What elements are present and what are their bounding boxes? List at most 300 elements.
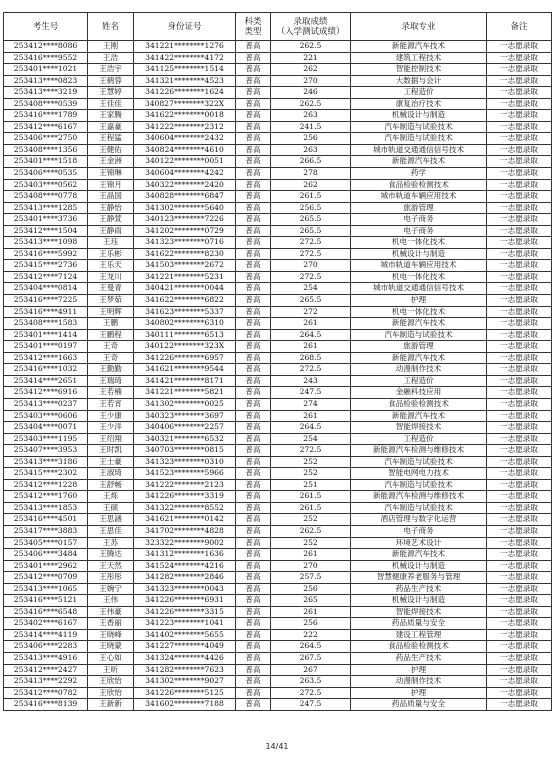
cell-category: 普高	[236, 75, 271, 87]
cell-category: 普高	[236, 237, 271, 249]
cell-category: 普高	[236, 121, 271, 133]
cell-id-card: 341623********5337	[134, 306, 236, 318]
cell-major: 电子商务	[351, 525, 487, 537]
cell-name: 王梦茹	[88, 295, 134, 307]
cell-category: 普高	[236, 271, 271, 283]
cell-category: 普高	[236, 168, 271, 180]
cell-major: 机械设计与制造	[351, 110, 487, 122]
cell-category: 普高	[236, 41, 271, 53]
cell-score: 251	[271, 479, 351, 491]
cell-score: 265.5	[271, 295, 351, 307]
cell-major: 建设工程管理	[351, 629, 487, 641]
cell-category: 普高	[236, 398, 271, 410]
cell-major: 建筑工程技术	[351, 52, 487, 64]
table-row	[4, 191, 552, 203]
cell-exam-id: 253408****1356	[4, 144, 88, 156]
table-row	[4, 260, 552, 272]
cell-exam-id: 253416****5992	[4, 248, 88, 260]
cell-remark: 一志愿录取	[487, 191, 552, 203]
cell-major: 金融科技应用	[351, 387, 487, 399]
cell-score: 246	[271, 87, 351, 99]
table-row	[4, 98, 552, 110]
cell-major: 环境艺术设计	[351, 537, 487, 549]
cell-id-card: 341312********1636	[134, 549, 236, 561]
table-row	[4, 341, 552, 353]
cell-remark: 一志愿录取	[487, 64, 552, 76]
cell-name: 王少康	[88, 410, 134, 422]
cell-category: 普高	[236, 387, 271, 399]
table-body	[4, 41, 552, 711]
cell-category: 普高	[236, 583, 271, 595]
cell-major: 汽车制造与试验技术	[351, 329, 487, 341]
table-row	[4, 618, 552, 630]
cell-exam-id: 253414****2651	[4, 375, 88, 387]
table-row	[4, 687, 552, 699]
cell-exam-id: 253412****0709	[4, 572, 88, 584]
cell-exam-id: 253412****1663	[4, 352, 88, 364]
cell-category: 普高	[236, 306, 271, 318]
cell-major: 机电一体化技术	[351, 271, 487, 283]
cell-id-card: 341321********4523	[134, 75, 236, 87]
cell-major: 酒店管理与数字化运营	[351, 514, 487, 526]
cell-id-card: 341322********8552	[134, 502, 236, 514]
cell-score: 261	[271, 606, 351, 618]
table-row	[4, 295, 552, 307]
cell-id-card: 341323********0310	[134, 456, 236, 468]
cell-remark: 一志愿录取	[487, 433, 552, 445]
cell-id-card: 340604********2432	[134, 133, 236, 145]
cell-remark: 一志愿录取	[487, 133, 552, 145]
cell-score: 247.5	[271, 699, 351, 711]
cell-score: 278	[271, 168, 351, 180]
cell-score: 261	[271, 341, 351, 353]
table-row	[4, 64, 552, 76]
cell-name: 王锦月	[88, 179, 134, 191]
cell-score: 256	[271, 133, 351, 145]
cell-id-card: 341323********0043	[134, 583, 236, 595]
cell-score: 256	[271, 618, 351, 630]
cell-major: 机电一体化技术	[351, 237, 487, 249]
table-row	[4, 572, 552, 584]
cell-id-card: 341421********8171	[134, 375, 236, 387]
cell-name: 王龙川	[88, 271, 134, 283]
table-row	[4, 133, 552, 145]
cell-major: 智能控制技术	[351, 64, 487, 76]
cell-category: 普高	[236, 202, 271, 214]
cell-score: 243	[271, 375, 351, 387]
cell-remark: 一志愿录取	[487, 52, 552, 64]
cell-id-card: 323322********9002	[134, 537, 236, 549]
cell-exam-id: 253416****4501	[4, 514, 88, 526]
cell-major: 药品生产技术	[351, 652, 487, 664]
cell-category: 普高	[236, 64, 271, 76]
cell-exam-id: 253403****0606	[4, 410, 88, 422]
cell-exam-id: 253412****6916	[4, 387, 88, 399]
cell-id-card: 341202********0729	[134, 225, 236, 237]
cell-name: 王思佳	[88, 525, 134, 537]
cell-major: 动漫制作技术	[351, 364, 487, 376]
cell-name: 王欣怡	[88, 687, 134, 699]
cell-name: 王晓蒙	[88, 641, 134, 653]
cell-remark: 一志愿录取	[487, 445, 552, 457]
cell-name: 王慧婷	[88, 87, 134, 99]
cell-score: 272.5	[271, 237, 351, 249]
cell-score: 266.5	[271, 156, 351, 168]
cell-remark: 一志愿录取	[487, 699, 552, 711]
cell-major: 城市轨道车辆应用技术	[351, 191, 487, 203]
cell-exam-id: 253403****1195	[4, 433, 88, 445]
cell-remark: 一志愿录取	[487, 260, 552, 272]
cell-id-card: 340802********6310	[134, 318, 236, 330]
cell-score: 270	[271, 560, 351, 572]
cell-id-card: 341222********2123	[134, 479, 236, 491]
cell-category: 普高	[236, 629, 271, 641]
cell-score: 267	[271, 664, 351, 676]
table-row	[4, 156, 552, 168]
cell-remark: 一志愿录取	[487, 676, 552, 688]
cell-major: 食品检验检测技术	[351, 398, 487, 410]
table-row	[4, 456, 552, 468]
cell-id-card: 341622********0018	[134, 110, 236, 122]
cell-name: 王伟豪	[88, 606, 134, 618]
cell-score: 252	[271, 468, 351, 480]
admission-table	[3, 12, 552, 711]
cell-category: 普高	[236, 479, 271, 491]
cell-exam-id: 253412****1760	[4, 491, 88, 503]
cell-exam-id: 253401****1021	[4, 64, 88, 76]
cell-major: 康复治疗技术	[351, 98, 487, 110]
cell-major: 汽车制造与试验技术	[351, 121, 487, 133]
cell-remark: 一志愿录取	[487, 295, 552, 307]
header-remark: 备注	[487, 13, 552, 41]
cell-name: 王士豪	[88, 456, 134, 468]
cell-major: 工程造价	[351, 87, 487, 99]
table-row	[4, 168, 552, 180]
cell-score: 272.5	[271, 364, 351, 376]
cell-id-card: 341621********9544	[134, 364, 236, 376]
page-number: 14/41	[265, 742, 289, 751]
cell-score: 268.5	[271, 352, 351, 364]
cell-score: 261.5	[271, 491, 351, 503]
cell-category: 普高	[236, 329, 271, 341]
cell-exam-id: 253408****0778	[4, 191, 88, 203]
cell-exam-id: 253401****1518	[4, 156, 88, 168]
header-exam-id: 考生号	[4, 13, 88, 41]
cell-id-card: 340321********6532	[134, 433, 236, 445]
cell-exam-id: 253408****1583	[4, 318, 88, 330]
header-row	[4, 13, 552, 41]
cell-exam-id: 253413****1285	[4, 202, 88, 214]
table-row	[4, 87, 552, 99]
cell-category: 普高	[236, 225, 271, 237]
cell-category: 普高	[236, 641, 271, 653]
cell-exam-id: 253401****1414	[4, 329, 88, 341]
table-row	[4, 318, 552, 330]
cell-name: 王若宵	[88, 398, 134, 410]
cell-name: 王晶国	[88, 191, 134, 203]
table-row	[4, 202, 552, 214]
cell-major: 智能焊接技术	[351, 606, 487, 618]
cell-exam-id: 253413****1098	[4, 237, 88, 249]
table-row	[4, 225, 552, 237]
cell-score: 263	[271, 144, 351, 156]
cell-id-card: 341524********4216	[134, 560, 236, 572]
cell-name: 王曼青	[88, 283, 134, 295]
cell-remark: 一志愿录取	[487, 410, 552, 422]
cell-name: 王程猛	[88, 133, 134, 145]
table-row	[4, 606, 552, 618]
cell-name: 王婉宁	[88, 583, 134, 595]
cell-id-card: 341602********7188	[134, 699, 236, 711]
cell-id-card: 341523********5966	[134, 468, 236, 480]
cell-remark: 一志愿录取	[487, 514, 552, 526]
cell-name: 王鹏程	[88, 329, 134, 341]
cell-category: 普高	[236, 445, 271, 457]
cell-major: 新能源汽车技术	[351, 318, 487, 330]
cell-id-card: 340827********322X	[134, 98, 236, 110]
cell-remark: 一志愿录取	[487, 583, 552, 595]
cell-id-card: 340122********323X	[134, 341, 236, 353]
cell-id-card: 341282********7623	[134, 664, 236, 676]
table-row	[4, 364, 552, 376]
cell-score: 262	[271, 64, 351, 76]
cell-category: 普高	[236, 87, 271, 99]
cell-major: 新能源汽车技术	[351, 352, 487, 364]
cell-major: 药品生产技术	[351, 583, 487, 595]
cell-remark: 一志愿录取	[487, 560, 552, 572]
cell-exam-id: 253412****8086	[4, 41, 88, 53]
cell-id-card: 341422********4172	[134, 52, 236, 64]
cell-exam-id: 253412****6167	[4, 121, 88, 133]
cell-category: 普高	[236, 664, 271, 676]
table-row	[4, 699, 552, 711]
cell-remark: 一志愿录取	[487, 641, 552, 653]
cell-score: 247.5	[271, 387, 351, 399]
cell-major: 新能源汽车技术	[351, 41, 487, 53]
cell-major: 智能电网电力技术	[351, 468, 487, 480]
cell-category: 普高	[236, 687, 271, 699]
table-row	[4, 52, 552, 64]
cell-category: 普高	[236, 456, 271, 468]
cell-id-card: 341221********1276	[134, 41, 236, 53]
cell-remark: 一志愿录取	[487, 225, 552, 237]
table-row	[4, 676, 552, 688]
cell-category: 普高	[236, 606, 271, 618]
cell-remark: 一志愿录取	[487, 572, 552, 584]
cell-id-card: 341302********5640	[134, 202, 236, 214]
cell-remark: 一志愿录取	[487, 318, 552, 330]
cell-name: 王静雨	[88, 225, 134, 237]
cell-name: 王香丽	[88, 618, 134, 630]
cell-score: 272.5	[271, 271, 351, 283]
cell-score: 270	[271, 260, 351, 272]
cell-id-card: 341226********3319	[134, 491, 236, 503]
cell-score: 254	[271, 283, 351, 295]
cell-exam-id: 253413****3219	[4, 87, 88, 99]
table-row	[4, 595, 552, 607]
cell-score: 262	[271, 179, 351, 191]
cell-score: 261	[271, 549, 351, 561]
table-row	[4, 398, 552, 410]
table-row	[4, 652, 552, 664]
cell-remark: 一志愿录取	[487, 75, 552, 87]
cell-id-card: 341302********9027	[134, 676, 236, 688]
cell-category: 普高	[236, 341, 271, 353]
table-row	[4, 502, 552, 514]
cell-score: 262.5	[271, 98, 351, 110]
cell-exam-id: 253406****3484	[4, 549, 88, 561]
cell-name: 王刚	[88, 41, 134, 53]
cell-major: 工程造价	[351, 375, 487, 387]
table-row	[4, 410, 552, 422]
cell-name: 王彤彤	[88, 572, 134, 584]
cell-id-card: 341222********2312	[134, 121, 236, 133]
table-row	[4, 329, 552, 341]
cell-score: 264.5	[271, 641, 351, 653]
table-row	[4, 306, 552, 318]
cell-id-card: 341302********0025	[134, 398, 236, 410]
cell-remark: 一志愿录取	[487, 364, 552, 376]
cell-exam-id: 253408****0539	[4, 98, 88, 110]
cell-id-card: 340322********2420	[134, 179, 236, 191]
cell-score: 241.5	[271, 121, 351, 133]
cell-remark: 一志愿录取	[487, 618, 552, 630]
cell-id-card: 341221********5231	[134, 271, 236, 283]
cell-major: 动漫制作技术	[351, 676, 487, 688]
cell-exam-id: 253404****0814	[4, 283, 88, 295]
cell-major: 城市轨道交通通信信号技术	[351, 283, 487, 295]
cell-remark: 一志愿录取	[487, 110, 552, 122]
cell-name: 王佳佳	[88, 98, 134, 110]
cell-major: 旅游管理	[351, 341, 487, 353]
cell-name: 王珏	[88, 237, 134, 249]
cell-id-card: 340828********6847	[134, 191, 236, 203]
cell-category: 普高	[236, 156, 271, 168]
cell-exam-id: 253406****0535	[4, 168, 88, 180]
cell-score: 252	[271, 456, 351, 468]
cell-category: 普高	[236, 491, 271, 503]
cell-score: 265.5	[271, 225, 351, 237]
table-header	[4, 13, 552, 41]
cell-name: 王心如	[88, 652, 134, 664]
cell-id-card: 340123********7226	[134, 214, 236, 226]
cell-name: 王健佑	[88, 144, 134, 156]
cell-major: 机械设计与制造	[351, 560, 487, 572]
cell-exam-id: 253402****6167	[4, 618, 88, 630]
cell-id-card: 341226********6957	[134, 352, 236, 364]
cell-category: 普高	[236, 133, 271, 145]
cell-exam-id: 253416****1032	[4, 364, 88, 376]
cell-category: 普高	[236, 468, 271, 480]
cell-score: 272.5	[271, 687, 351, 699]
cell-score: 257.5	[271, 572, 351, 584]
cell-category: 普高	[236, 191, 271, 203]
cell-category: 普高	[236, 352, 271, 364]
cell-remark: 一志愿录取	[487, 352, 552, 364]
cell-major: 汽车制造与试验技术	[351, 456, 487, 468]
table-row	[4, 525, 552, 537]
cell-score: 261	[271, 410, 351, 422]
cell-id-card: 341226********6931	[134, 595, 236, 607]
cell-exam-id: 253416****7225	[4, 295, 88, 307]
cell-id-card: 341282********2846	[134, 572, 236, 584]
cell-id-card: 340604********4242	[134, 168, 236, 180]
cell-remark: 一志愿录取	[487, 502, 552, 514]
cell-remark: 一志愿录取	[487, 121, 552, 133]
cell-name: 王天然	[88, 560, 134, 572]
cell-category: 普高	[236, 98, 271, 110]
cell-category: 普高	[236, 248, 271, 260]
cell-remark: 一志愿录取	[487, 606, 552, 618]
cell-id-card: 341702********4828	[134, 525, 236, 537]
cell-id-card: 341323********0716	[134, 237, 236, 249]
cell-category: 普高	[236, 525, 271, 537]
cell-category: 普高	[236, 699, 271, 711]
cell-major: 旅游管理	[351, 202, 487, 214]
cell-score: 262.5	[271, 525, 351, 537]
table-row	[4, 248, 552, 260]
cell-name: 王鹤蓉	[88, 75, 134, 87]
table-row	[4, 514, 552, 526]
cell-name: 王新新	[88, 699, 134, 711]
cell-major: 机械设计与制造	[351, 595, 487, 607]
cell-remark: 一志愿录取	[487, 179, 552, 191]
cell-score: 263	[271, 110, 351, 122]
cell-score: 252	[271, 514, 351, 526]
cell-remark: 一志愿录取	[487, 283, 552, 295]
cell-category: 普高	[236, 595, 271, 607]
cell-remark: 一志愿录取	[487, 468, 552, 480]
cell-id-card: 341125********1514	[134, 64, 236, 76]
cell-exam-id: 253416****5121	[4, 595, 88, 607]
cell-score: 265	[271, 595, 351, 607]
cell-name: 王舒畅	[88, 479, 134, 491]
cell-name: 王乐天	[88, 260, 134, 272]
cell-exam-id: 253401****3736	[4, 214, 88, 226]
cell-category: 普高	[236, 144, 271, 156]
table-row	[4, 75, 552, 87]
cell-exam-id: 253416****4911	[4, 306, 88, 318]
cell-category: 普高	[236, 295, 271, 307]
cell-category: 普高	[236, 537, 271, 549]
cell-name: 王淑琦	[88, 468, 134, 480]
cell-name: 王伟	[88, 595, 134, 607]
cell-score: 222	[271, 629, 351, 641]
header-score: 录取成绩 （入学测试成绩）	[271, 13, 351, 41]
cell-major: 电子商务	[351, 214, 487, 226]
cell-remark: 一志愿录取	[487, 549, 552, 561]
cell-remark: 一志愿录取	[487, 537, 552, 549]
cell-remark: 一志愿录取	[487, 375, 552, 387]
cell-remark: 一志愿录取	[487, 237, 552, 249]
cell-exam-id: 253405****0157	[4, 537, 88, 549]
cell-major: 汽车制造与试验技术	[351, 502, 487, 514]
cell-major: 药品质量与安全	[351, 699, 487, 711]
cell-score: 261.5	[271, 191, 351, 203]
cell-category: 普高	[236, 214, 271, 226]
cell-exam-id: 253403****0562	[4, 179, 88, 191]
cell-major: 汽车制造与试验技术	[351, 479, 487, 491]
cell-major: 电子商务	[351, 225, 487, 237]
cell-major: 智慧健康养老服务与管理	[351, 572, 487, 584]
cell-name: 王家腾	[88, 110, 134, 122]
cell-score: 270	[271, 75, 351, 87]
cell-score: 263.5	[271, 676, 351, 688]
cell-major: 食品检验检测技术	[351, 179, 487, 191]
cell-name: 王勤勤	[88, 364, 134, 376]
cell-category: 普高	[236, 514, 271, 526]
cell-name: 王浩	[88, 52, 134, 64]
